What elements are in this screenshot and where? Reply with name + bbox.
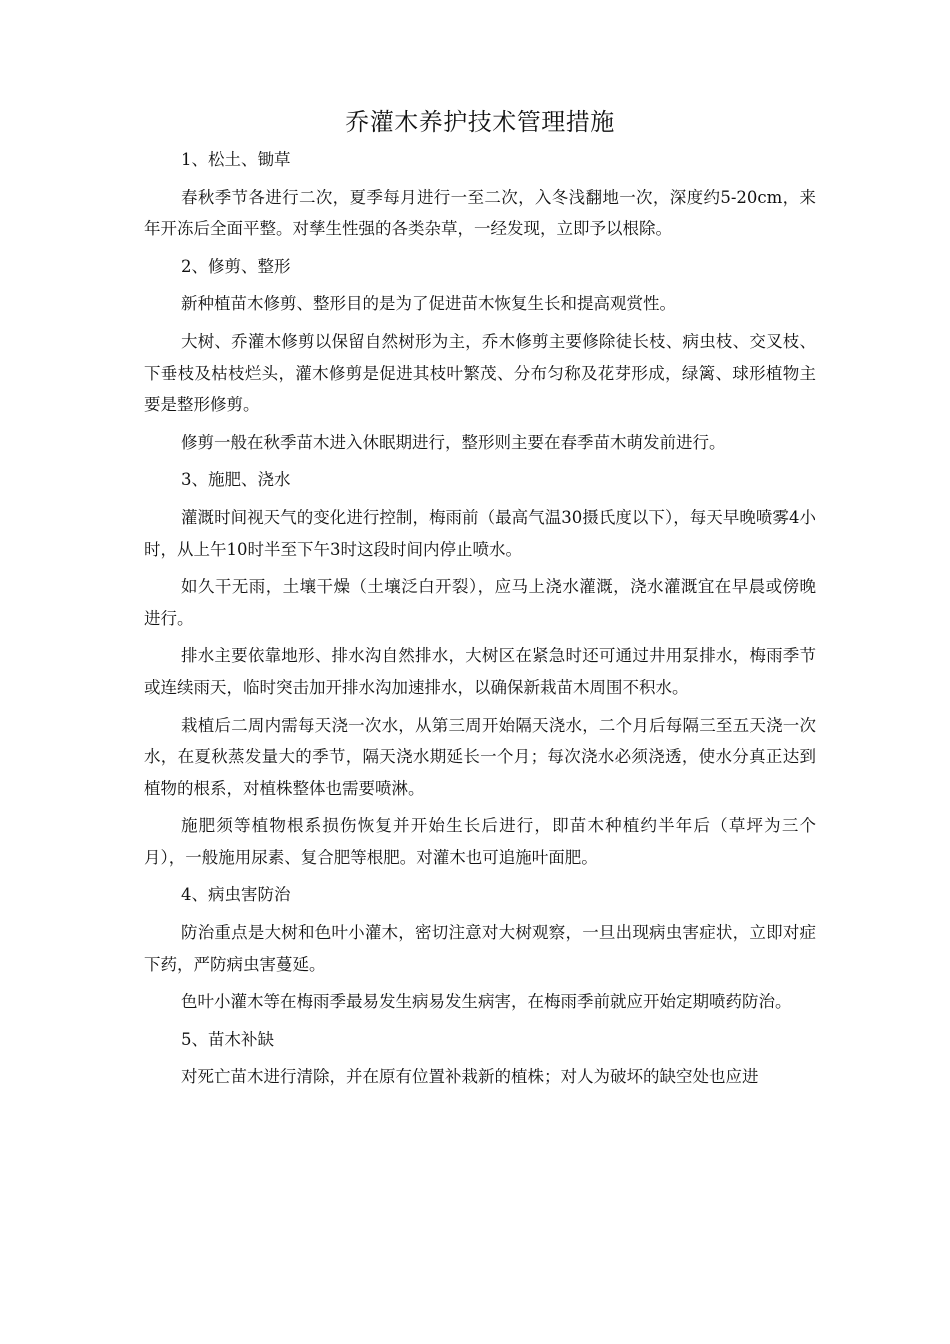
paragraph: 春秋季节各进行二次，夏季每月进行一至二次，入冬浅翻地一次，深度约5-20cm，来年开冻后全面平整。对孳生性强的各类杂草，一经发现，立即予以根除。 [144, 187, 816, 239]
paragraph: 如久干无雨，土壤干燥（土壤泛白开裂），应马上浇水灌溉，浇水灌溉宜在早晨或傍晚进行。 [144, 577, 816, 628]
paragraph: 大树、乔灌木修剪以保留自然树形为主，乔木修剪主要修除徒长枝、病虫枝、交叉枝、下垂枝及枯枝烂头，灌木修剪是促进其枝叶繁茂、分布匀称及花芽形成，绿篱、球形植物主要是整形修剪。 [144, 331, 816, 415]
document-page [144, 100, 816, 1099]
paragraph: 色叶小灌木等在梅雨季最易发生病易发生病害，在梅雨季前就应开始定期喷药防治。 [181, 992, 792, 1012]
section-heading-4: 4、病虫害防治 [181, 885, 291, 905]
paragraph: 新种植苗木修剪、整形目的是为了促进苗木恢复生长和提高观赏性。 [181, 294, 676, 314]
paragraph: 排水主要依靠地形、排水沟自然排水，大树区在紧急时还可通过井用泵排水，梅雨季节或连续雨天，临时突击加开排水沟加速排水，以确保新栽苗木周围不积水。 [144, 646, 816, 697]
paragraph: 施肥须等植物根系损伤恢复并开始生长后进行，即苗木种植约半年后（草坪为三个月），一般施用尿素、复合肥等根肥。对灌木也可追施叶面肥。 [144, 816, 816, 867]
paragraph: 灌溉时间视天气的变化进行控制，梅雨前（最高气温30摄氏度以下），每天早晚喷雾4小时，从上午10时半至下午3时这段时间内停止喷水。 [144, 507, 816, 559]
section-heading-2: 2、修剪、整形 [181, 256, 291, 276]
paragraph: 防治重点是大树和色叶小灌木，密切注意对大树观察，一旦出现病虫害症状，立即对症下药，严防病虫害蔓延。 [144, 923, 816, 974]
paragraph: 栽植后二周内需每天浇一次水，从第三周开始隔天浇水，二个月后每隔三至五天浇一次水，在夏秋蒸发量大的季节，隔天浇水期延长一个月；每次浇水必须浇透，使水分真正达到植物的根系，对植株整体也需要喷淋。 [144, 715, 816, 798]
section-heading-3: 3、施肥、浇水 [181, 470, 291, 490]
document-title: 乔灌木养护技术管理措施 [345, 108, 615, 136]
paragraph: 修剪一般在秋季苗木进入休眠期进行，整形则主要在春季苗木萌发前进行。 [181, 432, 726, 452]
paragraph: 对死亡苗木进行清除，并在原有位置补栽新的植株；对人为破坏的缺空处也应进 [181, 1067, 759, 1087]
section-heading-5: 5、苗木补缺 [181, 1029, 274, 1049]
section-heading-1: 1、松土、锄草 [181, 150, 291, 169]
